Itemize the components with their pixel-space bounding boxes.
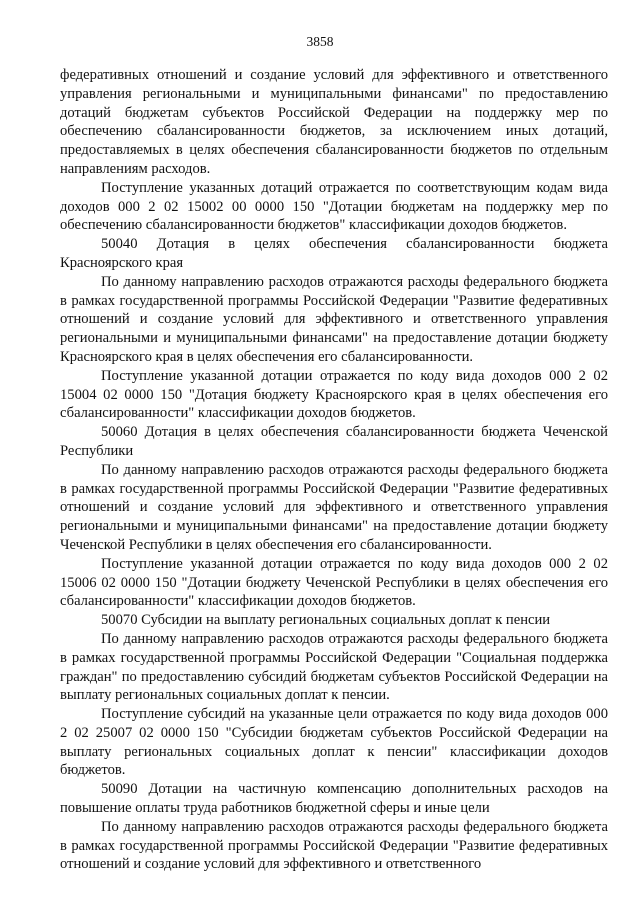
document-body (60, 66, 608, 874)
section-heading-50070: 50070 Субсидии на выплату региональных социальных доплат к пенсии (101, 612, 551, 629)
paragraph-50070-income: Поступление субсидий на указанные цели отражается по коду вида доходов 000 2 02 25007 02 0000 150 "Субсидии бюджетам субъектов Российской Федерации на выплату региональных социальных доплат к пенсии" классификации доходов бюджетов. (60, 706, 608, 779)
paragraph-income-dotations: Поступление указанных дотаций отражается по соответствующим кодам вида доходов 000 2 02 15002 00 0000 150 "Дотации бюджетам на поддержку мер по обеспечению сбалансированности бюджетов" классификации доходов бюджетов. (60, 179, 608, 234)
paragraph-50090-expenses: По данному направлению расходов отражаются расходы федерального бюджета в рамках государственной программы Российской Федерации "Развитие федеративных отношений и создание условий для эффективного и ответственного (60, 818, 608, 873)
paragraph-50040-expenses: По данному направлению расходов отражаются расходы федерального бюджета в рамках государственной программы Российской Федерации "Развитие федеративных отношений и создание условий для эффективного и ответственного управления региональными и муниципальными финансами" на предоставление дотации бюджету Красноярского края в целях обеспечения его сбалансированности. (60, 273, 608, 365)
page-number: 3858 (306, 34, 334, 49)
section-heading-50090: 50090 Дотации на частичную компенсацию дополнительных расходов на повышение оплаты труда работников бюджетной сферы и иные цели (60, 781, 608, 817)
paragraph-50060-expenses: По данному направлению расходов отражаются расходы федерального бюджета в рамках государственной программы Российской Федерации "Развитие федеративных отношений и создание условий для эффективного и ответственного управления региональными и муниципальными финансами" на предоставление дотации бюджету Чеченской Республики в целях обеспечения его сбалансированности. (60, 461, 608, 553)
paragraph-continuation: федеративных отношений и создание условий для эффективного и ответственного управления региональными и муниципальными финансами" по предоставлению дотаций бюджетам субъектов Российской Федерации на поддержку мер по обеспечению сбалансированности бюджетов, за исключением иных дотаций, предоставляемых в целях обеспечения сбалансированности бюджетов по отдельным направлениям расходов. (60, 67, 608, 177)
paragraph-50040-income: Поступление указанной дотации отражается по коду вида доходов 000 2 02 15004 02 0000 150 "Дотация бюджету Красноярского края в целях обеспечения его сбалансированности" классификации доходов бюджетов. (60, 367, 608, 422)
paragraph-50070-expenses: По данному направлению расходов отражаются расходы федерального бюджета в рамках государственной программы Российской Федерации "Социальная поддержка граждан" по предоставлению субсидий бюджетам субъектов Российской Федерации на выплату региональных социальных доплат к пенсии. (60, 630, 608, 704)
paragraph-50060-income: Поступление указанной дотации отражается по коду вида доходов 000 2 02 15006 02 0000 150 "Дотации бюджету Чеченской Республики в целях обеспечения его сбалансированности" классификации доходов бюджетов. (60, 555, 608, 610)
section-heading-50040: 50040 Дотация в целях обеспечения сбалансированности бюджета Красноярского края (60, 236, 608, 271)
section-heading-50060: 50060 Дотация в целях обеспечения сбалансированности бюджета Чеченской Республики (60, 424, 608, 459)
